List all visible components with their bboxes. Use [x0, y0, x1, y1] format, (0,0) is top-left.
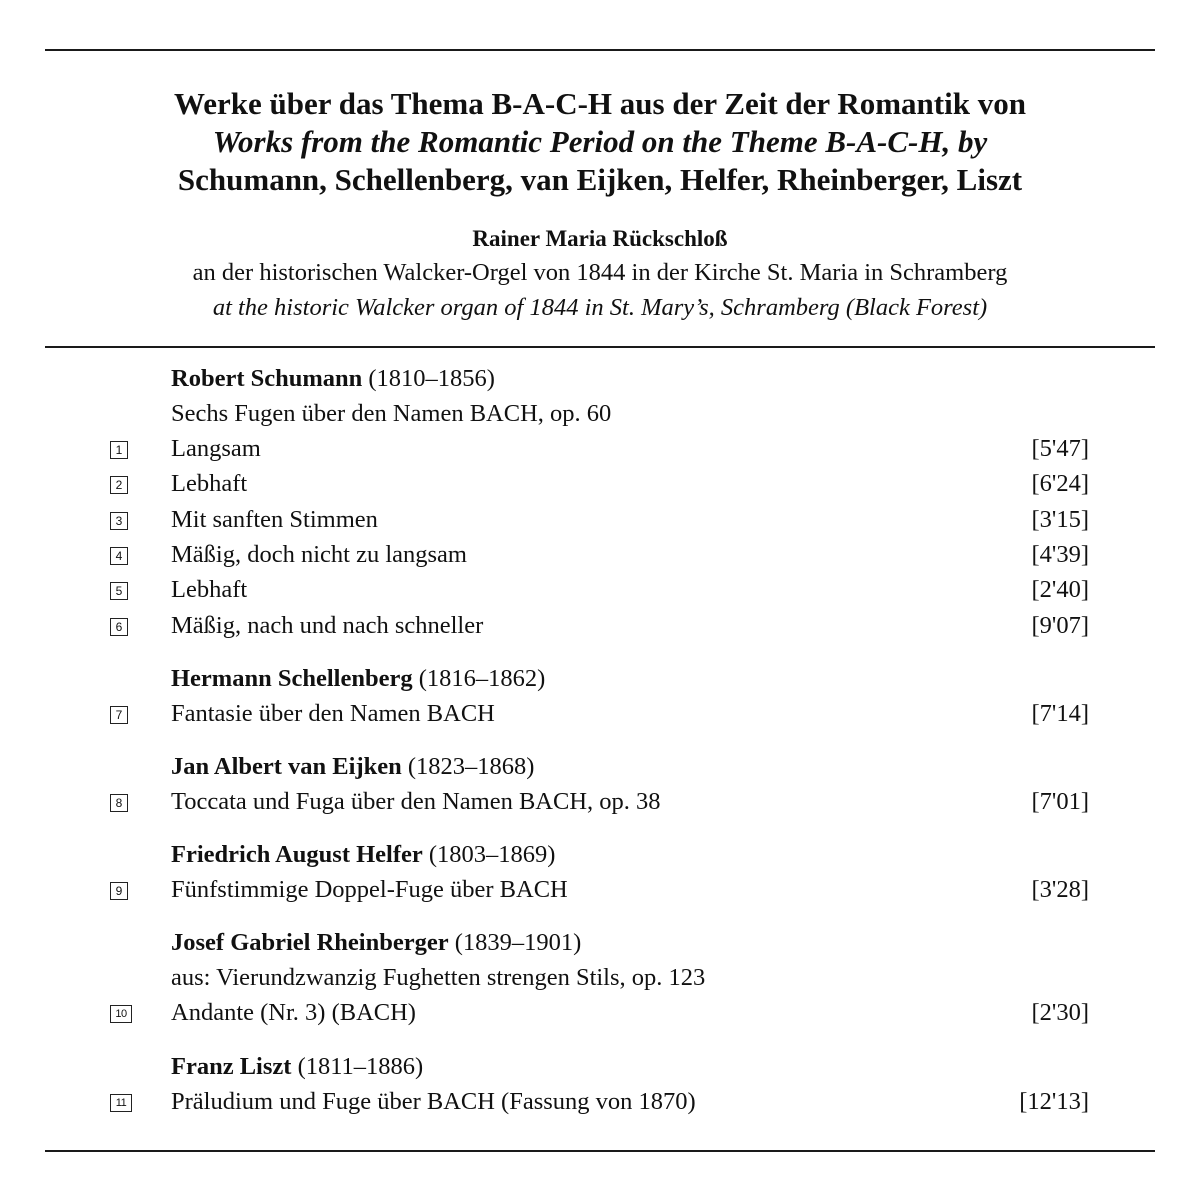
- track-duration: [2'40]: [1031, 576, 1089, 603]
- composers-line: Schumann, Schellenberg, van Eijken, Helfer, Rheinberger, Liszt: [177, 162, 1023, 197]
- track-title: Lebhaft: [171, 470, 248, 497]
- track-duration: [12'13]: [1019, 1088, 1089, 1115]
- venue-german: an der historischen Walcker-Orgel von 1844 in der Kirche St. Maria in Schramberg: [192, 259, 1008, 286]
- track-title: Fünfstimmige Doppel-Fuge über BACH: [171, 876, 568, 903]
- bottom-divider: [45, 1150, 1155, 1152]
- performer-name: Rainer Maria Rückschloß: [472, 226, 728, 251]
- composer-dates: (1823–1868): [407, 753, 535, 780]
- composer-heading: [171, 752, 534, 782]
- composer-dates: (1816–1862): [418, 665, 546, 692]
- composer-heading: [171, 364, 495, 394]
- track-title: Präludium und Fuge über BACH (Fassung von 1870): [171, 1088, 696, 1115]
- composer-dates: (1839–1901): [454, 929, 582, 956]
- track-title: Lebhaft: [171, 576, 248, 603]
- title-english: Works from the Romantic Period on the Theme B-A-C-H, by: [212, 124, 988, 159]
- composer-name: Friedrich August Helfer: [171, 841, 423, 868]
- track-number: 11: [110, 1094, 132, 1112]
- composer-heading: [171, 664, 545, 694]
- track-duration: [5'47]: [1031, 435, 1089, 462]
- work-title: Sechs Fugen über den Namen BACH, op. 60: [171, 400, 612, 427]
- track-title: Toccata und Fuga über den Namen BACH, op. 38: [171, 788, 661, 815]
- track-duration: [7'01]: [1031, 788, 1089, 815]
- track-number: 6: [110, 618, 128, 636]
- composer-dates: (1810–1856): [368, 365, 495, 392]
- track-number: 2: [110, 476, 128, 494]
- composer-dates: (1803–1869): [428, 841, 556, 868]
- track-number: 10: [110, 1005, 132, 1023]
- track-number: 9: [110, 882, 128, 900]
- track-title: Mit sanften Stimmen: [171, 506, 378, 533]
- track-duration: [3'15]: [1031, 506, 1089, 533]
- track-number: 7: [110, 706, 128, 724]
- track-title: Andante (Nr. 3) (BACH): [171, 999, 416, 1026]
- track-number: 1: [110, 441, 128, 459]
- track-duration: [6'24]: [1031, 470, 1089, 497]
- composer-heading: [171, 840, 555, 870]
- composer-heading: [171, 1052, 423, 1082]
- track-duration: [4'39]: [1031, 541, 1089, 568]
- header-divider: [45, 346, 1155, 348]
- title-german: Werke über das Thema B-A-C-H aus der Zeit der Romantik von: [174, 86, 1026, 121]
- venue-english: at the historic Walcker organ of 1844 in St. Mary’s, Schramberg (Black Forest): [212, 294, 988, 321]
- track-duration: [3'28]: [1031, 876, 1089, 903]
- track-duration: [9'07]: [1031, 612, 1089, 639]
- composer-name: Josef Gabriel Rheinberger: [171, 929, 449, 956]
- track-number: 4: [110, 547, 128, 565]
- top-divider: [45, 49, 1155, 51]
- track-number: 8: [110, 794, 128, 812]
- track-title: Langsam: [171, 435, 261, 462]
- track-number: 5: [110, 582, 128, 600]
- track-title: Mäßig, nach und nach schneller: [171, 612, 484, 639]
- composer-name: Franz Liszt: [171, 1053, 292, 1080]
- track-title: Mäßig, doch nicht zu langsam: [171, 541, 467, 568]
- track-duration: [2'30]: [1031, 999, 1089, 1026]
- composer-dates: (1811–1886): [297, 1053, 424, 1080]
- track-number: 3: [110, 512, 128, 530]
- composer-name: Robert Schumann: [171, 365, 363, 392]
- work-title: aus: Vierundzwanzig Fughetten strengen Stils, op. 123: [171, 964, 706, 991]
- composer-name: Jan Albert van Eijken: [171, 753, 402, 780]
- track-duration: [7'14]: [1031, 700, 1089, 727]
- track-title: Fantasie über den Namen BACH: [171, 700, 495, 727]
- composer-name: Hermann Schellenberg: [171, 665, 413, 692]
- composer-heading: [171, 928, 581, 958]
